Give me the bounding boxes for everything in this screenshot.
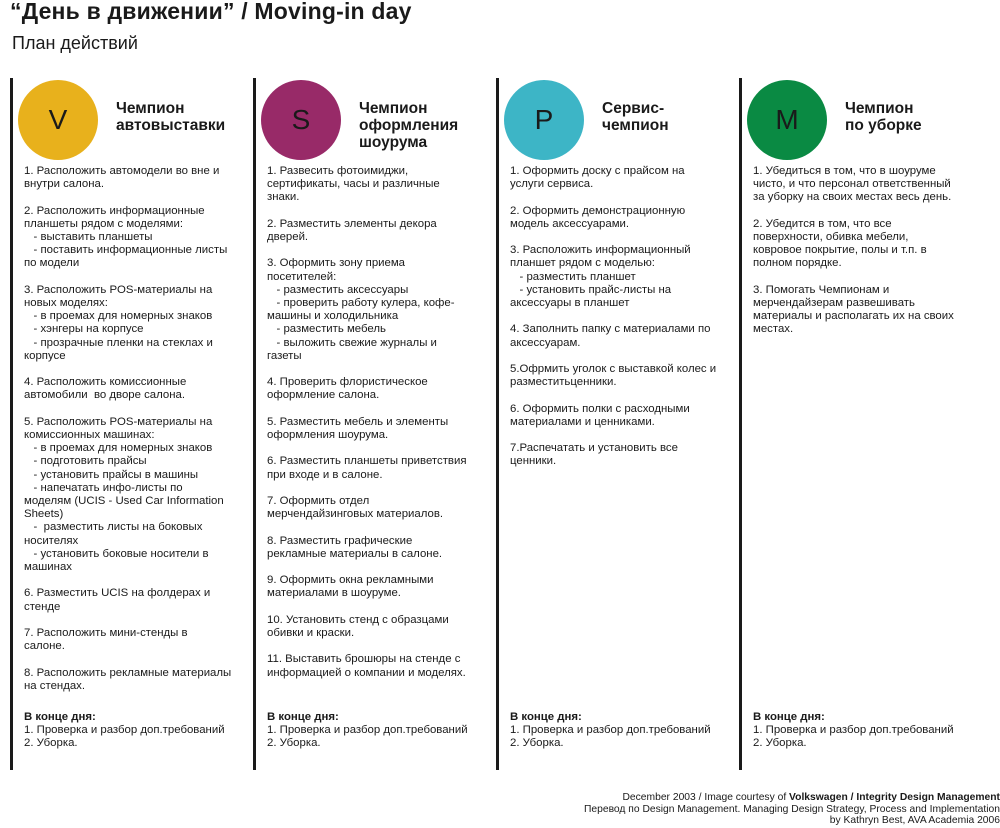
task-line: - разместить листы на боковых [24, 521, 203, 534]
task-item [510, 165, 728, 191]
task-item [267, 455, 485, 481]
task-line: дверей. [267, 231, 309, 243]
task-item [267, 218, 485, 244]
task-item [510, 442, 728, 468]
end-of-day-section [24, 711, 242, 751]
task-line: - прозрачные пленки на стеклах и [24, 336, 213, 349]
task-item [753, 218, 971, 271]
role-title-line: чемпион [602, 117, 669, 134]
task-line: - напечатать инфо-листы по [24, 481, 183, 494]
role-title-line: по уборке [845, 117, 922, 134]
task-line: носителях [24, 534, 79, 547]
task-line: оформление салона. [267, 389, 380, 402]
task-line: 11. Выставить брошюры на стенде с [267, 653, 461, 666]
task-line: знаки. [267, 191, 300, 204]
end-of-day-section [510, 711, 728, 751]
task-line: автомобили во дворе салона. [24, 389, 186, 402]
task-line: 5. Разместить мебель и элементы [267, 415, 449, 428]
task-line: комиссионных машинах: [24, 429, 155, 441]
end-of-day-heading: В конце дня: [510, 711, 582, 723]
task-line: 4. Заполнить папку с материалами по [510, 323, 711, 336]
task-line: - в проемах для номерных знаков [24, 310, 213, 323]
task-line: - разместить планшет [510, 270, 636, 283]
task-line: оформления шоурума. [267, 429, 389, 441]
task-item [267, 574, 485, 600]
task-line: 5.Офрмить уголок с выставкой колес и [510, 362, 717, 375]
task-line: 7.Распечатать и установить все [510, 442, 678, 455]
task-line: 6. Разместить планшеты приветствия [267, 455, 467, 468]
task-line: - разместить мебель [267, 323, 386, 336]
role-title [116, 100, 240, 134]
task-line: аксессуарам. [510, 336, 581, 349]
page-title: “День в движении” / Moving-in day [10, 0, 412, 24]
task-line: машины и холодильника [267, 310, 399, 323]
role-title-line: шоурума [359, 134, 428, 151]
task-line: 3. Помогать Чемпионам и [753, 283, 890, 296]
task-line: планшет рядом с моделью: [510, 257, 655, 270]
task-line: 3. Расположить информационный [510, 244, 691, 257]
task-item [267, 614, 485, 640]
role-letter-badge: V [18, 80, 98, 160]
task-line: материалами в шоуруме. [267, 587, 401, 600]
task-item [510, 244, 728, 310]
role-title-line: оформления [359, 117, 459, 134]
task-line: - разместить аксессуары [267, 283, 409, 296]
task-line: салоне. [24, 640, 65, 653]
task-line: моделям (UCIS - Used Car Information [24, 495, 224, 508]
role-title [602, 100, 726, 134]
task-list [753, 165, 971, 350]
task-line: 3. Расположить POS-материалы на [24, 283, 213, 296]
task-line: - поставить информационные листы [24, 244, 228, 257]
task-line: аксессуары в планшет [510, 297, 630, 309]
task-item [267, 376, 485, 402]
task-line: 4. Расположить комиссионные [24, 376, 187, 389]
footer-credit-source: Volkswagen / Integrity Design Management [789, 792, 1000, 803]
task-line: газеты [267, 349, 302, 362]
task-line: материалами и ценниками. [510, 415, 655, 428]
end-of-day-item: 2. Уборка. [24, 737, 78, 750]
task-line: 2. Убедится в том, что все [753, 217, 892, 230]
task-line: местах. [753, 323, 794, 336]
task-line: - установить прайсы в машины [24, 468, 199, 481]
task-line: машинах [24, 561, 72, 574]
task-item [24, 587, 242, 613]
task-item [24, 376, 242, 402]
task-list [24, 165, 242, 706]
task-item [24, 205, 242, 271]
task-item [267, 535, 485, 561]
task-line: Sheets) [24, 508, 64, 521]
task-line: материалы и располагать их на своих [753, 310, 954, 323]
task-line: по модели [24, 257, 80, 270]
end-of-day-item: 2. Уборка. [510, 737, 564, 750]
task-item [753, 284, 971, 337]
task-line: 1. Расположить автомодели во вне и [24, 165, 220, 177]
task-line: внутри салона. [24, 178, 105, 191]
end-of-day-item: 2. Уборка. [753, 737, 807, 750]
task-line: корпусе [24, 349, 66, 362]
end-of-day-item: 1. Проверка и разбор доп.требований [753, 724, 954, 737]
role-letter-badge: S [261, 80, 341, 160]
task-line: мерчендайзерам развешивать [753, 297, 915, 309]
column-divider [253, 78, 256, 770]
task-line: 5. Расположить POS-материалы на [24, 415, 213, 428]
column-champion-showroom-display [10, 78, 242, 770]
task-line: посетителей: [267, 270, 337, 283]
task-item [24, 165, 242, 191]
footer-line-3: by Kathryn Best, AVA Academia 2006 [829, 815, 1000, 827]
task-item [510, 403, 728, 429]
end-of-day-item: 2. Уборка. [267, 737, 321, 750]
end-of-day-section [753, 711, 971, 751]
task-line: ценники. [510, 455, 557, 468]
role-title-line: Чемпион [359, 100, 428, 117]
column-divider [496, 78, 499, 770]
task-line: 9. Оформить окна рекламными [267, 574, 434, 587]
task-line: 3. Оформить зону приема [267, 257, 406, 270]
task-line: 1. Развесить фотоимиджи, [267, 165, 409, 177]
task-item [267, 165, 485, 205]
task-item [267, 257, 485, 363]
task-item [24, 284, 242, 363]
end-of-day-heading: В конце дня: [753, 711, 825, 723]
role-title-line: Сервис- [602, 100, 665, 117]
task-line: 1. Убедиться в том, что в шоуруме [753, 165, 936, 177]
task-line: - выложить свежие журналы и [267, 336, 437, 349]
task-item [267, 495, 485, 521]
end-of-day-item: 1. Проверка и разбор доп.требований [267, 724, 468, 737]
task-line: информацией о компании и моделях. [267, 666, 466, 679]
task-line: сертификаты, часы и различные [267, 178, 440, 191]
task-line: мерчендайзинговых материалов. [267, 508, 444, 521]
task-line: - хэнгеры на корпусе [24, 323, 144, 336]
task-line: - в проемах для номерных знаков [24, 442, 213, 455]
column-champion-showroom-decor [253, 78, 485, 770]
task-line: - выставить планшеты [24, 231, 153, 243]
footer-line-2: Перевод по Design Management. Managing Design Strategy, Process and Implementation [583, 803, 1000, 815]
task-item [24, 667, 242, 693]
task-line: 2. Расположить информационные [24, 204, 205, 217]
task-item [753, 165, 971, 205]
task-line: модель аксессуарами. [510, 217, 630, 230]
task-item [510, 323, 728, 349]
task-line: на стендах. [24, 679, 86, 692]
end-of-day-section [267, 711, 485, 751]
role-title-line: автовыставки [116, 117, 226, 134]
task-list [267, 165, 485, 693]
role-title [845, 100, 969, 134]
task-line: ковровое покрытие, полы и т.п. в [753, 244, 927, 257]
task-list [510, 165, 728, 482]
task-line: 7. Оформить отдел [267, 494, 370, 507]
task-line: поверхности, обивка мебели, [753, 231, 909, 243]
task-line: при входе и в салоне. [267, 468, 383, 481]
column-champion-service [496, 78, 728, 770]
task-line: полном порядке. [753, 257, 842, 270]
column-divider [10, 78, 13, 770]
column-champion-cleaning [739, 78, 971, 770]
task-line: рекламные материалы в салоне. [267, 547, 443, 560]
task-line: 6. Оформить полки с расходными [510, 402, 690, 415]
task-item [24, 627, 242, 653]
task-line: обивки и краски. [267, 626, 355, 639]
role-letter-badge: P [504, 80, 584, 160]
end-of-day-item: 1. Проверка и разбор доп.требований [24, 724, 225, 737]
task-line: разместитьценники. [510, 376, 617, 389]
column-divider [739, 78, 742, 770]
task-line: 6. Разместить UCIS на фолдерах и [24, 587, 211, 600]
task-line: 8. Расположить рекламные материалы [24, 666, 232, 679]
task-line: за уборку на своих местах весь день. [753, 191, 952, 204]
task-line: чисто, и что персонал ответственный [753, 178, 951, 191]
task-line: 10. Установить стенд с образцами [267, 613, 449, 626]
role-title-line: Чемпион [116, 100, 185, 117]
footer-credits [584, 792, 1000, 827]
task-item [510, 205, 728, 231]
task-line: - подготовить прайсы [24, 455, 147, 468]
task-line: новых моделях: [24, 297, 108, 309]
task-item [24, 416, 242, 574]
task-line: 2. Оформить демонстрационную [510, 204, 686, 217]
role-title [359, 100, 483, 151]
end-of-day-heading: В конце дня: [24, 711, 96, 723]
task-line: услуги сервиса. [510, 178, 594, 191]
page-subtitle: План действий [12, 33, 138, 53]
end-of-day-item: 1. Проверка и разбор доп.требований [510, 724, 711, 737]
task-line: планшеты рядом с моделями: [24, 217, 184, 230]
task-line: 4. Проверить флористическое [267, 376, 428, 389]
footer-line-1 [584, 792, 1000, 804]
task-line: 7. Расположить мини-стенды в [24, 627, 188, 640]
task-line: - установить прайс-листы на [510, 283, 672, 296]
role-title-line: Чемпион [845, 100, 914, 117]
task-line: - проверить работу кулера, кофе- [267, 297, 455, 309]
task-line: стенде [24, 600, 61, 613]
task-line: - установить боковые носители в [24, 547, 209, 560]
task-line: 2. Разместить элементы декора [267, 217, 437, 230]
task-item [267, 653, 485, 679]
role-letter-badge: M [747, 80, 827, 160]
end-of-day-heading: В конце дня: [267, 711, 339, 723]
task-item [510, 363, 728, 389]
task-line: 8. Разместить графические [267, 534, 413, 547]
task-line: 1. Оформить доску с прайсом на [510, 165, 685, 177]
task-item [267, 416, 485, 442]
footer-credit-prefix: December 2003 / Image courtesy of [622, 792, 790, 803]
